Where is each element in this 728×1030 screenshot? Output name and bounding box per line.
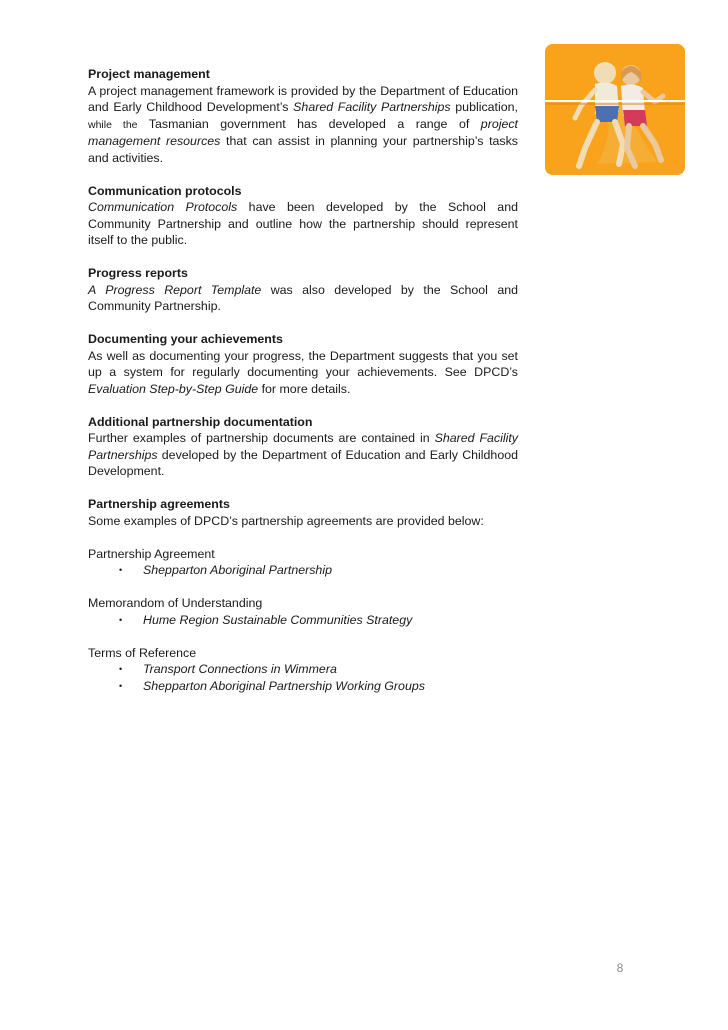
text: Further examples of partnership documents are contained in (88, 431, 435, 445)
paragraph-progress-reports (88, 282, 518, 315)
section-communication-protocols (88, 183, 518, 249)
heading-partnership-agreements: Partnership agreements (88, 497, 230, 511)
list-item (88, 612, 518, 629)
section-additional-documentation (88, 414, 518, 480)
paragraph-documenting-achievements (88, 348, 518, 398)
text: Tasmanian government has developed a range of (137, 116, 481, 131)
bullet-list (88, 661, 518, 694)
list-item (88, 661, 518, 678)
text: As well as documenting your progress, the Department suggests that you set up a system for regularly documenting your achievements. See DPCD’s (88, 348, 518, 379)
paragraph-additional-documentation (88, 430, 518, 480)
publication-title: Shared Facility Partnerships (293, 100, 451, 114)
paragraph-project-management (88, 83, 518, 167)
text: have been developed by the School and Community Partnership and outline how the partnership should represent itself to the public. (88, 200, 518, 247)
paragraph-communication-protocols (88, 199, 518, 249)
section-project-management (88, 66, 518, 166)
document-body (88, 66, 518, 711)
bullet-icon: • (119, 565, 123, 575)
text: was also developed by the School and Community Partnership. (88, 282, 518, 313)
small-text: while the (88, 118, 138, 131)
list-title: Memorandom of Understanding (88, 596, 263, 610)
list-title: Partnership Agreement (88, 546, 215, 561)
publication-title: Shared Facility Partnerships (88, 431, 518, 462)
list-item (88, 678, 518, 695)
text: that can assist in planning your partnership’s tasks and activities. (88, 134, 519, 165)
heading-project-management: Project management (88, 67, 210, 81)
guide-title: Evaluation Step-by-Step Guide (88, 381, 259, 396)
document-title: Communication Protocols (88, 200, 238, 214)
paragraph-partnership-agreements: Some examples of DPCD’s partnership agreements are provided below: (88, 513, 484, 528)
text: developed by the Department of Education and Early Childhood Development. (88, 447, 518, 478)
text: for more details. (258, 381, 351, 396)
bullet-icon: • (119, 664, 123, 674)
heading-documenting-achievements: Documenting your achievements (88, 332, 283, 346)
section-documenting-achievements (88, 331, 518, 397)
section-partnership-agreements (88, 496, 518, 529)
list-group-partnership-agreement (88, 546, 518, 579)
list-item-text: Hume Region Sustainable Communities Strategy (143, 612, 413, 627)
heading-communication-protocols: Communication protocols (88, 183, 242, 198)
list-item (88, 562, 518, 579)
page-number: 8 (616, 961, 624, 975)
resource-title: project management resources (88, 116, 518, 148)
heading-additional-documentation: Additional partnership documentation (88, 414, 313, 429)
bullet-list (88, 612, 518, 629)
section-progress-reports (88, 265, 518, 315)
bullet-list (88, 562, 518, 579)
list-item-text: Transport Connections in Wimmera (143, 662, 337, 676)
heading-progress-reports: Progress reports (88, 266, 188, 280)
bullet-icon: • (119, 680, 123, 691)
list-item-text: Shepparton Aboriginal Partnership (143, 563, 332, 577)
list-item-text: Shepparton Aboriginal Partnership Working Groups (143, 678, 425, 693)
list-group-memorandum (88, 595, 518, 628)
list-group-terms-of-reference (88, 645, 518, 695)
running-girls-photo (545, 44, 685, 175)
bullet-icon: • (119, 614, 123, 625)
document-title: A Progress Report Template (88, 282, 262, 297)
list-title: Terms of Reference (88, 645, 197, 660)
text: publication, (450, 100, 518, 114)
text: A project management framework is provided by the Department of Education and Early Childhood Development’s (88, 83, 518, 114)
